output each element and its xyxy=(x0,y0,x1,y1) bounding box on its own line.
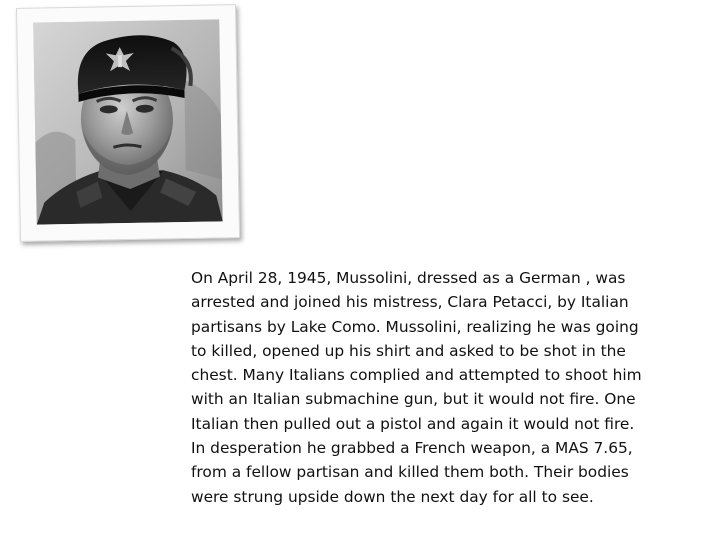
photo-frame xyxy=(16,4,240,242)
caption-text: On April 28, 1945, Mussolini, dressed as a German , was arrested and joined his mistress, Clara Petacci, by Italian partisans by Lake Como. Mussolini, realizing he was going to killed, opened up his shirt and asked to be shot in the chest. Many Italians complied and attempted to shoot him with an Italian submachine gun, but it would not fire. One Italian then pulled out a pistol and again it would not fire. In desperation he grabbed a French weapon, a MAS 7.65, from a fellow partisan and killed them both. Their bodies were strung upside down the next day for all to see. xyxy=(191,269,642,506)
portrait-illustration xyxy=(33,19,222,224)
portrait-photo xyxy=(33,19,222,224)
